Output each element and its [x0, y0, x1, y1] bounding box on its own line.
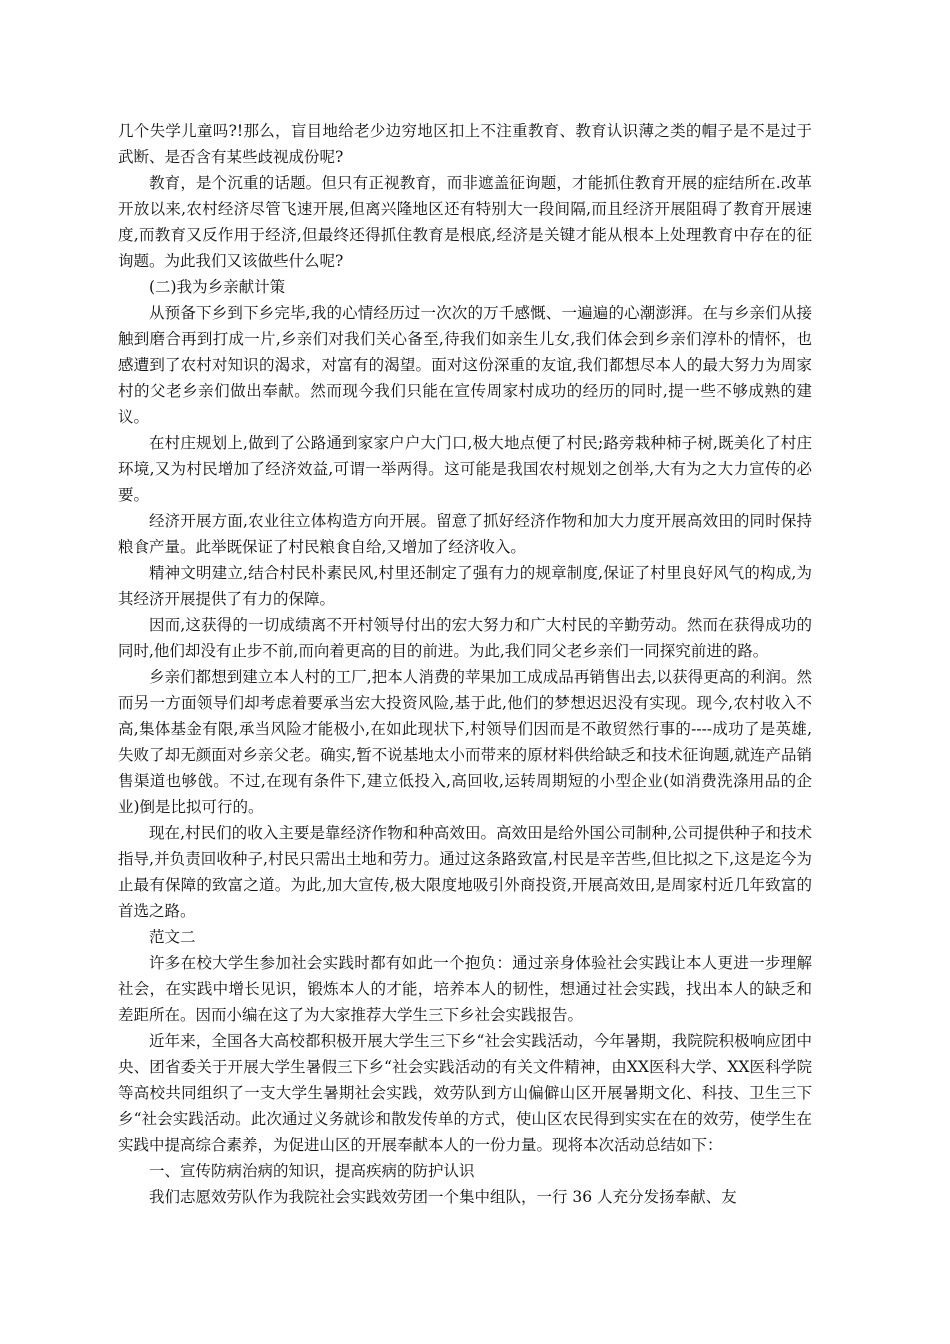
paragraph-3: 从预备下乡到下乡完毕,我的心情经历过一次次的万千感慨、一遍遍的心潮澎湃。在与乡亲们从接触到磨合再到打成一片,乡亲们对我们关心备至,待我们如亲生儿女,我们体会到乡亲们淳朴的情怀，也感遭到了农村对知识的渴求，对富有的渴望。面对这份深重的友谊,我们都想尽本人的最大努力为周家村的父老乡亲们做出奉献。然而现今我们只能在宣传周家村成功的经历的同时,提一些不够成熟的建议。 [118, 304, 812, 426]
section-heading-2: 范文二 [149, 928, 196, 946]
paragraph-10: 许多在校大学生参加社会实践时都有如此一个抱负：通过亲身体验社会实践让本人更进一步理解社会，在实践中增长见识，锻炼本人的才能，培养本人的韧性，想通过社会实践，找出本人的缺乏和差距所在。因而小编在这了为大家推荐大学生三下乡社会实践报告。 [118, 954, 812, 1024]
section-heading-3: 一、宣传防病治病的知识，提高疾病的防护认识 [149, 1162, 475, 1180]
paragraph-12: 我们志愿效劳队作为我院社会实践效劳团一个集中组队，一行 36 人充分发扬奉献、友 [149, 1188, 737, 1206]
paragraph-6: 精神文明建立,结合村民朴素民风,村里还制定了强有力的规章制度,保证了村里良好风气的构成,为其经济开展提供了有力的保障。 [118, 564, 812, 608]
paragraph-11: 近年来，全国各大高校都积极开展大学生三下乡“社会实践活动，今年暑期，我院院积极响应团中央、团省委关于开展大学生暑假三下乡“社会实践活动的有关文件精神，由XX医科大学、XX医科学院等高校共同组织了一支大学生暑期社会实践，效劳队到方山偏僻山区开展暑期文化、科技、卫生三下乡“社会实践活动。此次通过义务就诊和散发传单的方式，使山区农民得到实实在在的效劳，使学生在实践中提高综合素养，为促进山区的开展奉献本人的一份力量。现将本次活动总结如下： [118, 1032, 812, 1154]
section-heading-1: (二)我为乡亲献计策 [149, 278, 286, 296]
paragraph-5: 经济开展方面,农业往立体构造方向开展。留意了抓好经济作物和加大力度开展高效田的同时保持粮食产量。此举既保证了村民粮食自给,又增加了经济收入。 [118, 512, 812, 556]
paragraph-1: 几个失学儿童吗?!那么，盲目地给老少边穷地区扣上不注重教育、教育认识薄之类的帽子是不是过于武断、是否含有某些歧视成份呢? [118, 122, 812, 166]
paragraph-4: 在村庄规划上,做到了公路通到家家户户大门口,极大地点便了村民;路旁栽种柿子树,既美化了村庄环境,又为村民增加了经济效益,可谓一举两得。这可能是我国农村规划之创举,大有为之大力宣传的必要。 [118, 434, 812, 504]
paragraph-9: 现在,村民们的收入主要是靠经济作物和种高效田。高效田是给外国公司制种,公司提供种子和技术指导,并负责回收种子,村民只需出土地和劳力。通过这条路致富,村民是辛苦些,但比拟之下,这是迄今为止最有保障的致富之道。为此,加大宣传,极大限度地吸引外商投资,开展高效田,是周家村近几年致富的首选之路。 [118, 824, 812, 920]
paragraph-8: 乡亲们都想到建立本人村的工厂,把本人消费的苹果加工成成品再销售出去,以获得更高的利润。然而另一方面领导们却考虑着要承当宏大投资风险,基于此,他们的梦想迟迟没有实现。现今,农村收入不高,集体基金有限,承当风险才能极小,在如此现状下,村领导们因而是不敢贸然行事的----成功了是英雄,失败了却无颜面对乡亲父老。确实,暂不说基地太小而带来的原材料供给缺乏和技术征询题,就连产品销售渠道也够戗。不过,在现有条件下,建立低投入,高回收,运转周期短的小型企业(如消费洗涤用品的企业)倒是比拟可行的。 [118, 668, 812, 816]
paragraph-2: 教育，是个沉重的话题。但只有正视教育，而非遮盖征询题，才能抓住教育开展的症结所在.改革开放以来,农村经济尽管飞速开展,但离兴隆地区还有特别大一段间隔,而且经济开展阻碍了教育开展速度,而教育又反作用于经济,但最终还得抓住教育是根底,经济是关键才能从根本上处理教育中存在的征询题。为此我们又该做些什么呢? [118, 174, 812, 270]
paragraph-7: 因而,这获得的一切成绩离不开村领导付出的宏大努力和广大村民的辛勤劳动。然而在获得成功的同时,他们却没有止步不前,而向着更高的目的前进。为此,我们同父老乡亲们一同探究前进的路。 [118, 616, 812, 660]
document-body [118, 118, 812, 1210]
